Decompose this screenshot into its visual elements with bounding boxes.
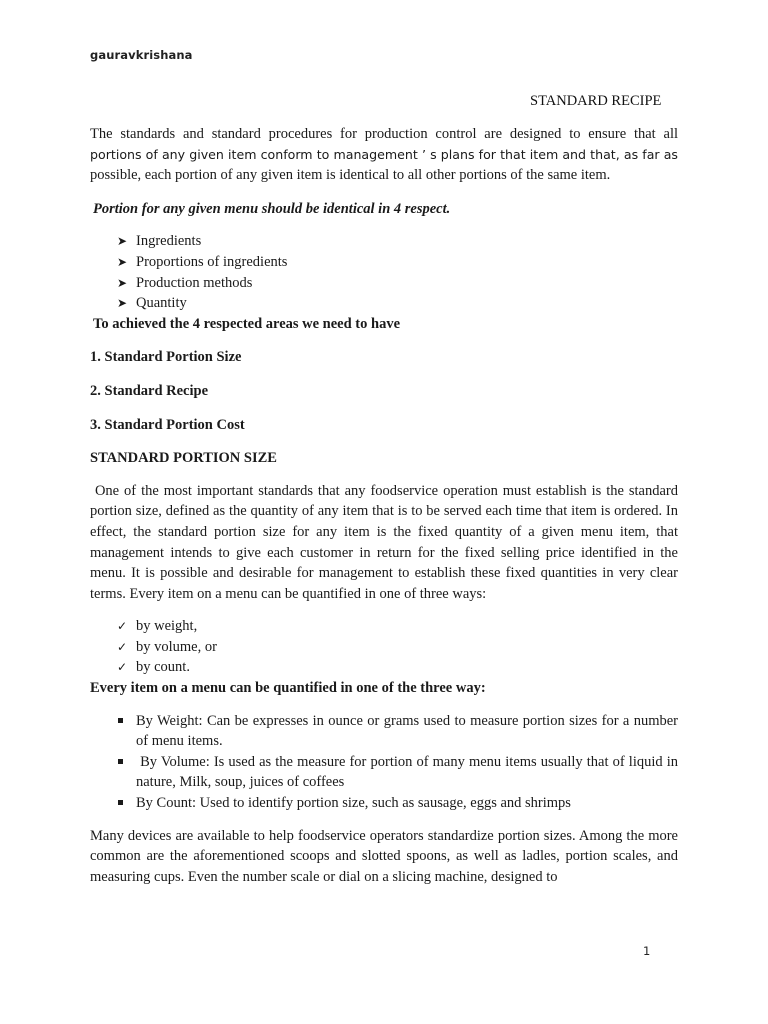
list-item: ➤ Proportions of ingredients: [117, 252, 678, 273]
heading-standard-portion-cost: 3. Standard Portion Cost: [90, 416, 245, 433]
intro-paragraph: [90, 124, 678, 186]
arrowhead-bullet-icon: ➤: [117, 254, 128, 269]
document-title: STANDARD RECIPE: [530, 93, 662, 109]
intro-line-3: possible, each portion of any given item is identical to all other portions of the same item.: [90, 167, 611, 184]
arrowhead-bullet-icon: ➤: [117, 234, 128, 249]
intro-line-1: The standards and standard procedures for production control are designed to ensure that all: [90, 126, 678, 142]
checkmark-bullet-icon: ✓: [117, 619, 128, 634]
square-bullet-icon: [118, 759, 123, 764]
list-item: ➤ Ingredients: [117, 231, 678, 252]
list-item: By Volume: Is used as the measure for portion of many menu items usually that of liquid in nature, Milk, soup, juices of coffees: [117, 752, 678, 793]
square-bullet-icon: [118, 718, 123, 723]
identical-heading: Portion for any given menu should be identical in 4 respect.: [93, 200, 451, 217]
square-list: [90, 711, 682, 814]
intro-line-2: portions of any given item conform to management ’ s plans for that item and that, as far as: [90, 146, 678, 162]
checkmark-bullet-icon: ✓: [117, 660, 128, 675]
arrowhead-bullet-icon: ➤: [117, 296, 128, 311]
three-way-heading: Every item on a menu can be quantified in one of the three way:: [90, 680, 486, 697]
devices-paragraph: Many devices are available to help foodservice operators standardize portion sizes. Among the more common are the aforementioned scoops and slotted spoons, as well as ladles, portion scales, and measuring cups. Even the number scale or dial on a slicing machine, designed to: [90, 827, 678, 885]
check-list: [90, 616, 678, 678]
list-item: ✓ by volume, or: [117, 637, 678, 658]
list-item: By Count: Used to identify portion size, such as sausage, eggs and shrimps: [117, 793, 678, 814]
list-item: By Weight: Can be expresses in ounce or grams used to measure portion sizes for a number of menu items.: [117, 711, 678, 752]
author-header: gauravkrishana: [90, 48, 193, 62]
page-number: 1: [643, 944, 651, 958]
achieve-heading: To achieved the 4 respected areas we need to have: [93, 315, 401, 332]
checkmark-bullet-icon: ✓: [117, 639, 128, 654]
section-title: STANDARD PORTION SIZE: [90, 450, 277, 467]
list-item: ➤ Production methods: [117, 273, 678, 294]
portion-size-paragraph: One of the most important standards that any foodservice operation must establish is the standard portion size, defined as the quantity of any item that is to be served each time that item is ordered. In effect, the standard portion size for any item is the fixed quantity of a given menu item, that management intends to give each customer in return for the fixed selling price identified in the menu. It is possible and desirable for management to establish these fixed quantities in very clear terms. Every item on a menu can be quantified in one of three ways:: [90, 482, 682, 602]
list-item: ➤ Quantity: [117, 293, 678, 314]
square-bullet-icon: [118, 800, 123, 805]
list-item: ✓ by count.: [117, 657, 678, 678]
heading-standard-recipe: 2. Standard Recipe: [90, 382, 209, 399]
arrowhead-bullet-icon: ➤: [117, 275, 128, 290]
arrow-list: [90, 231, 678, 313]
document-body: [90, 124, 682, 887]
list-item: ✓ by weight,: [117, 616, 678, 637]
heading-standard-portion-size: 1. Standard Portion Size: [90, 349, 242, 366]
